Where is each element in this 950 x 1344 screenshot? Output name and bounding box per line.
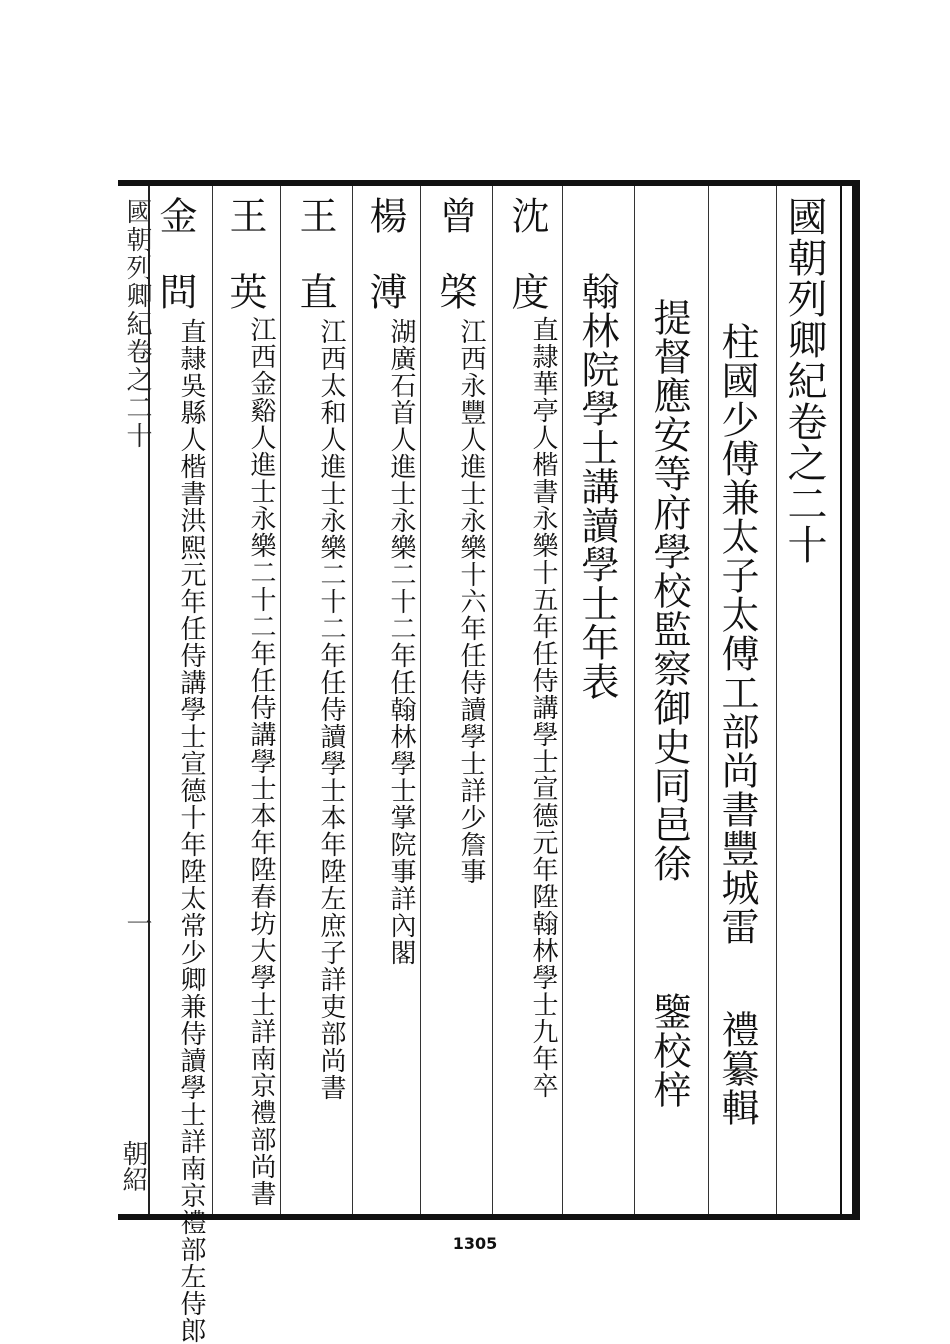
entry-biography: 江西永豐人進士永樂十六年任侍讀學士詳少詹事 [456,318,486,885]
entry-biography: 直隷華亭人楷書永樂十五年任侍講學士宣德元年陞翰林學士九年卒 [528,316,558,1099]
spine-title [124,198,150,450]
entry-biography: 江西金谿人進士永樂二十二年任侍講學士本年陞春坊大學士詳南京禮部尚書 [246,316,276,1207]
entry-surname: 沈 [505,196,549,234]
entry-given-name: 直 [293,272,337,310]
entry-given-name: 英 [223,272,267,310]
book-title: 國朝列卿紀卷之二十 [781,196,827,565]
author-credit: 柱國少傅兼太子太傅工部尚書豐城雷 [715,322,759,946]
editor-role: 鑒校梓 [647,992,691,1109]
frame-right-rule [852,180,860,1220]
entry-given-name: 棨 [433,272,477,310]
spine-volume: 卷之二十 [122,338,152,450]
entry-given-name: 問 [153,272,197,310]
column-divider [634,186,635,1214]
editor-credit: 提督應安等府學校監察御史同邑徐 [647,298,691,883]
spine-folio: 一 [122,910,152,938]
spine-book-title: 國朝列卿紀 [122,198,152,338]
entry-surname: 金 [153,196,197,234]
column-divider [352,186,353,1214]
entry-given-name: 度 [505,272,549,310]
entry-given-name: 溥 [363,272,407,310]
entry-surname: 王 [223,196,267,234]
entry-biography: 湖廣石首人進士永樂二十二年任翰林學士掌院事詳內閣 [386,318,416,966]
spine-hall-name: 朝紹 [118,1140,148,1192]
entry-biography: 直隷吳縣人楷書洪熙元年任侍講學士宣德十年陞太常少卿兼侍讀學士詳南京禮部左侍郎 [176,318,206,1344]
entry-surname: 王 [293,196,337,234]
column-divider [708,186,709,1214]
column-divider [280,186,281,1214]
entry-surname: 曾 [433,196,477,234]
column-divider [420,186,421,1214]
column-divider [492,186,493,1214]
section-heading: 翰林院學士講讀學士年表 [575,272,619,701]
frame-bottom-rule [118,1214,860,1220]
column-divider [212,186,213,1214]
column-divider [562,186,563,1214]
frame-right-inner-rule [840,180,842,1220]
column-divider [776,186,777,1214]
frame-top-rule [118,180,860,186]
author-role: 禮纂輯 [715,1010,759,1127]
entry-surname: 楊 [363,196,407,234]
page-number: 1305 [452,1234,498,1253]
entry-biography: 江西太和人進士永樂二十二年任侍讀學士本年陞左庶子詳吏部尚書 [316,318,346,1101]
